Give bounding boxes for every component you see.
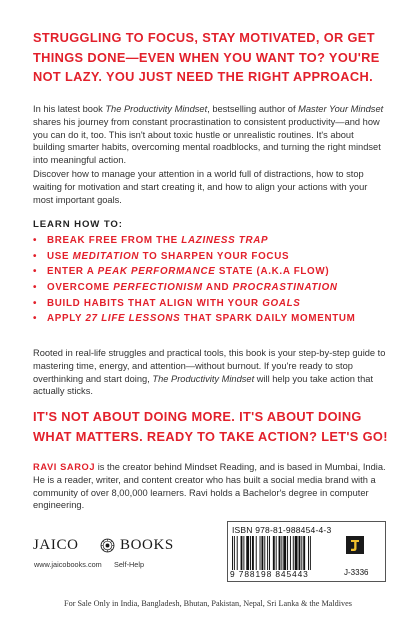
bullet-text: USE [47,250,73,262]
barcode-digits: 9 788198 845443 [230,569,309,579]
book-category: Self-Help [114,560,145,569]
author-bio [33,461,388,512]
barcode-panel [227,521,386,582]
sale-territory-note: For Sale Only in India, Bangladesh, Bhutan, Pakistan, Nepal, Sri Lanka & the Maldives [64,599,352,608]
bullet-text: STATE (A.K.A FLOW) [215,266,330,278]
list-item [33,296,393,312]
intro-previous-title: Master Your Mindset [298,104,384,114]
bullet-icon: • [33,235,38,246]
intro-book-title: The Productivity Mindset [105,104,208,114]
discover-paragraph: Discover how to manage your attention in a world full of distractions, how to stop waiting for motivation and start creating it, and how to align your actions with your most important goals. [33,169,368,205]
bullet-emphasis: GOALS [262,297,301,309]
bullet-text: BUILD HABITS THAT ALIGN WITH YOUR [47,297,263,309]
bullet-text: OVERCOME [47,282,114,294]
learn-list [33,233,393,327]
bullet-text: THAT SPARK DAILY MOMENTUM [180,313,356,325]
barcode-icon [230,536,340,570]
rooted-text-1: Rooted in real-life struggles and practical tools, this book is your step-by-step guide to mastering time, energy, and attention—without burnout. If you're ready to stop overthinking and start doing, [33,348,386,384]
bullet-emphasis: 27 LIFE LESSONS [85,313,181,325]
intro-text-1: In his latest book [33,104,106,114]
rooted-text-2: will help you take action that actually sticks. [33,373,374,397]
bullet-emphasis: LAZINESS TRAP [181,235,269,246]
list-item [33,233,393,249]
learn-heading: LEARN HOW TO: [33,219,123,230]
bullet-icon: • [33,313,38,325]
bullet-icon: • [33,250,38,262]
bullet-emphasis: MEDITATION [72,250,140,262]
bullet-icon: • [33,282,38,294]
publisher-website: www.jaicobooks.com [34,560,102,569]
catalog-code: J-3336 [344,568,369,577]
intro-text-2: , bestselling author of [207,104,299,114]
bottom-headline: IT'S NOT ABOUT DOING MORE. IT'S ABOUT DOING WHAT MATTERS. READY TO TAKE ACTION? LET'S GO! [33,409,388,444]
top-headline: STRUGGLING TO FOCUS, STAY MOTIVATED, OR GET THINGS DONE—EVEN WHEN YOU WANT TO? YOU'RE NOT LAZY. YOU JUST NEED THE RIGHT APPROACH. [33,30,380,84]
publisher-block [33,534,183,576]
rooted-book-title: The Productivity Mindset [152,373,255,384]
author-bio-text: is the creator behind Mindset Reading, and is based in Mumbai, India. He is a reader, writer, and content creator who has built a social media brand with a community of over 8,00,000 learners. Ravi holds a Bachelor's degree in computer engineering. [33,462,386,511]
bullet-text: BREAK FREE FROM THE [47,235,182,246]
bullet-text: ENTER A [47,266,98,278]
publisher-name-left: JAICO [33,537,79,553]
rooted-paragraph [33,347,388,398]
bullet-emphasis: PROCRASTINATION [232,282,338,294]
publisher-name-right: BOOKS [120,537,174,553]
bullet-emphasis: PERFECTIONISM [113,282,203,294]
intro-paragraph [33,103,388,167]
bullet-icon: • [33,266,38,278]
publisher-emblem-icon [100,538,115,553]
list-item [33,249,393,265]
isbn-text: ISBN 978-81-988454-4-3 [232,525,332,535]
bullet-icon: • [33,297,38,309]
author-name: RAVI SAROJ [33,462,96,472]
list-item [33,264,393,280]
list-item [33,280,393,296]
list-item [33,311,393,327]
bullet-text: AND [202,282,233,294]
bullet-text: TO SHARPEN YOUR FOCUS [139,250,290,262]
bullet-emphasis: PEAK PERFORMANCE [97,266,216,278]
bullet-text: APPLY [47,313,86,325]
intro-text-3: shares his journey from constant procrastination to consistent productivity—and how you can do it, too. This isn't about toxic hustle or unrealistic routines. It's about building smarter habits, overcoming mental roadblocks, and turning the right mindset into meaningful action. [33,116,381,166]
imprint-logo-icon [346,536,364,554]
